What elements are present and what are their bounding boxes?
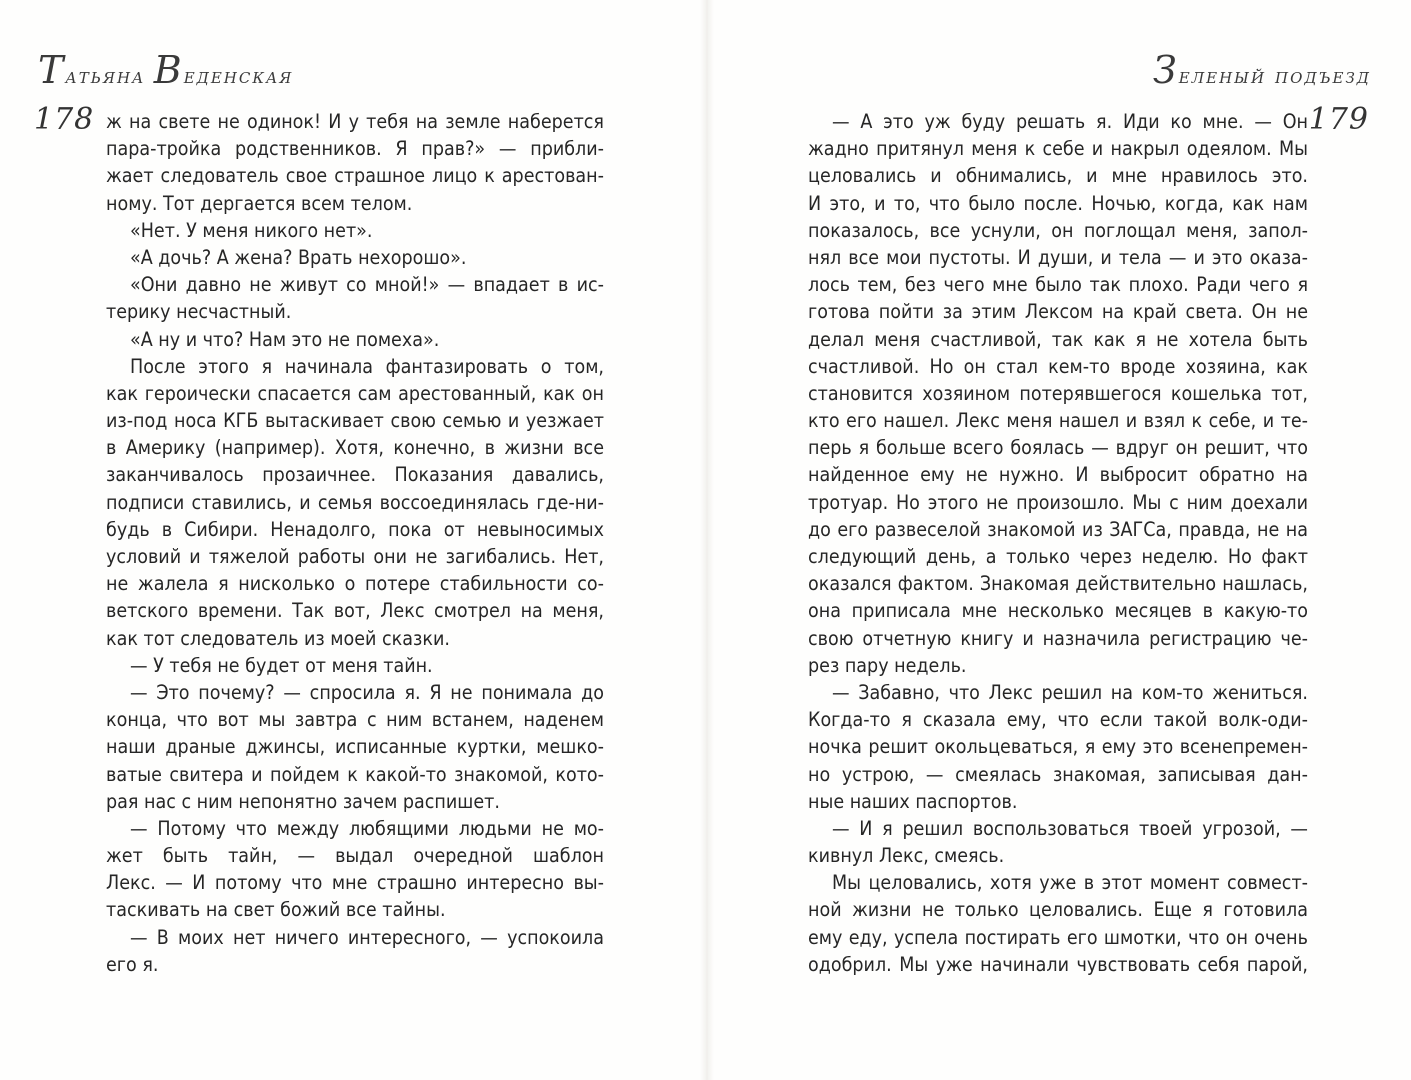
text-line: жет быть тайн, — выдал очередной шаблон bbox=[106, 844, 604, 868]
running-head-title: Зеленый подъезд bbox=[1153, 48, 1371, 92]
text-line: не жалела я нисколько о потере стабильности со- bbox=[106, 572, 604, 596]
text-line: найденное ему не нужно. И выбросит обратно на bbox=[808, 463, 1308, 487]
text-line: счастливой. Но он стал кем-то вроде хозяина, как bbox=[808, 354, 1308, 378]
text-line: терику несчастный. bbox=[106, 300, 292, 324]
left-text-block bbox=[106, 108, 604, 978]
text-line: одобрил. Мы уже начинали чувствовать себя парой, bbox=[808, 952, 1308, 976]
text-line: до его развеселой знакомой из ЗАГСа, правда, не на bbox=[808, 517, 1308, 541]
text-line: она приписала мне несколько месяцев в какую-то bbox=[808, 599, 1308, 623]
text-line: из-под носа КГБ вытаскивает свою семью и уезжает bbox=[106, 409, 604, 433]
text-line: — В моих нет ничего интересного, — успокоила bbox=[130, 925, 604, 949]
text-line: в Америку (например). Хотя, конечно, в жизни все bbox=[106, 436, 604, 460]
text-line: кивнул Лекс, смеясь. bbox=[808, 844, 1005, 868]
text-line: — У тебя не будет от меня тайн. bbox=[130, 653, 433, 677]
text-line: Когда-то я сказала ему, что если такой волк-оди- bbox=[808, 708, 1308, 732]
text-line: «Они давно не живут со мной!» — впадает в ис- bbox=[130, 273, 604, 297]
text-line: «Нет. У меня никого нет». bbox=[130, 218, 373, 242]
text-line: рая нас с ним непонятно зачем распишет. bbox=[106, 789, 500, 813]
text-line: «А ну и что? Нам это не помеха». bbox=[130, 327, 440, 351]
text-line: но устрою, — смеялась знакомая, записывая дан- bbox=[808, 762, 1308, 786]
text-line: условий и тяжелой работы они не загибались. Нет, bbox=[106, 545, 604, 568]
page-number-left: 178 bbox=[34, 102, 95, 137]
text-line: пара-тройка родственников. Я прав?» — прибли- bbox=[106, 137, 604, 161]
text-line: жадно притянул меня к себе и накрыл одеялом. Мы bbox=[808, 137, 1308, 161]
text-line: ные наших паспортов. bbox=[808, 789, 1018, 813]
text-line: — Это почему? — спросила я. Я не понимала до bbox=[130, 680, 604, 704]
text-line: рез пару недель. bbox=[808, 653, 967, 677]
text-line: — И я решил воспользоваться твоей угрозой, — bbox=[832, 816, 1308, 840]
page-number-right: 179 bbox=[1308, 102, 1369, 137]
text-line: нял все мои пустоты. И души, и тела — и это оказа- bbox=[808, 245, 1308, 269]
text-line: ему еду, успела постирать его шмотки, что он очень bbox=[808, 925, 1308, 949]
text-line: — А это уж буду решать я. Иди ко мне. — Он bbox=[832, 110, 1308, 133]
text-line: будь в Сибири. Ненадолго, пока от невыносимых bbox=[106, 517, 604, 541]
text-line: как героически спасается сам арестованный, как он bbox=[106, 381, 604, 405]
text-line: оказался фактом. Знакомая действительно нашлась, bbox=[808, 572, 1308, 596]
text-line: — Потому что между любящими людьми не мо- bbox=[130, 816, 604, 840]
text-line: делал меня счастливой, так как я не хотела быть bbox=[808, 327, 1308, 351]
text-line: ной жизни не только целовались. Еще я готовила bbox=[808, 898, 1308, 922]
text-line: Мы целовались, хотя уже в этот момент совмест- bbox=[832, 871, 1308, 895]
text-line: наши драные джинсы, исписанные куртки, мешко- bbox=[106, 735, 604, 759]
text-line: конца, что вот мы завтра с ним встанем, наденем bbox=[106, 708, 604, 732]
text-line: как тот следователь из моей сказки. bbox=[106, 626, 450, 650]
text-line: целовались и обнимались, и мне нравилось это. bbox=[808, 164, 1308, 188]
text-line: И это, и то, что было после. Ночью, когда, как нам bbox=[808, 191, 1308, 215]
text-line: ж на свете не одинок! И у тебя на земле наберется bbox=[106, 110, 604, 133]
right-page bbox=[714, 0, 1411, 1080]
text-line: тротуар. Но этого не произошло. Мы с ним доехали bbox=[808, 490, 1308, 514]
text-line: таскивать на свет божий все тайны. bbox=[106, 898, 446, 922]
text-line: ночка решит окольцеваться, я ему это всенепремен- bbox=[808, 735, 1308, 759]
text-line: становится хозяином потерявшегося кошелька тот, bbox=[808, 381, 1308, 405]
text-line: показалось, все уснули, он поглощал меня, запол- bbox=[808, 218, 1308, 242]
text-line: Лекс. — И потому что мне страшно интересно вы- bbox=[106, 871, 604, 895]
text-line: ному. Тот дергается всем телом. bbox=[106, 191, 413, 215]
right-text-block bbox=[808, 108, 1308, 978]
text-line: После этого я начинала фантазировать о том, bbox=[130, 354, 604, 378]
text-line: «А дочь? А жена? Врать нехорошо». bbox=[130, 245, 467, 269]
running-head-author: Татьяна Веденская bbox=[38, 48, 294, 92]
text-line: лось тем, без чего мне было так плохо. Ради чего я bbox=[808, 273, 1308, 297]
text-line: его я. bbox=[106, 952, 159, 976]
book-gutter bbox=[700, 0, 714, 1080]
text-line: ветского времени. Так вот, Лекс смотрел на меня, bbox=[106, 599, 604, 623]
text-line: заканчивалось прозаичнее. Показания давались, bbox=[106, 463, 604, 487]
text-line: перь я больше всего боялась — вдруг он решит, что bbox=[808, 436, 1308, 460]
text-line: ватые свитера и пойдем к какой-то знакомой, кото- bbox=[106, 762, 604, 786]
left-page bbox=[0, 0, 700, 1080]
text-line: — Забавно, что Лекс решил на ком-то жениться. bbox=[832, 680, 1308, 704]
text-line: кто его нашел. Лекс меня нашел и взял к себе, и те- bbox=[808, 409, 1308, 433]
text-line: жает следователь свое страшное лицо к арестован- bbox=[106, 164, 604, 188]
text-line: свою отчетную книгу и назначила регистрацию че- bbox=[808, 626, 1308, 650]
text-line: готова пойти за этим Лексом на край света. Он не bbox=[808, 300, 1308, 324]
text-line: подписи ставились, и семья воссоединялась где-ни- bbox=[106, 490, 604, 514]
text-line: следующий день, а только через неделю. Но факт bbox=[808, 545, 1308, 568]
